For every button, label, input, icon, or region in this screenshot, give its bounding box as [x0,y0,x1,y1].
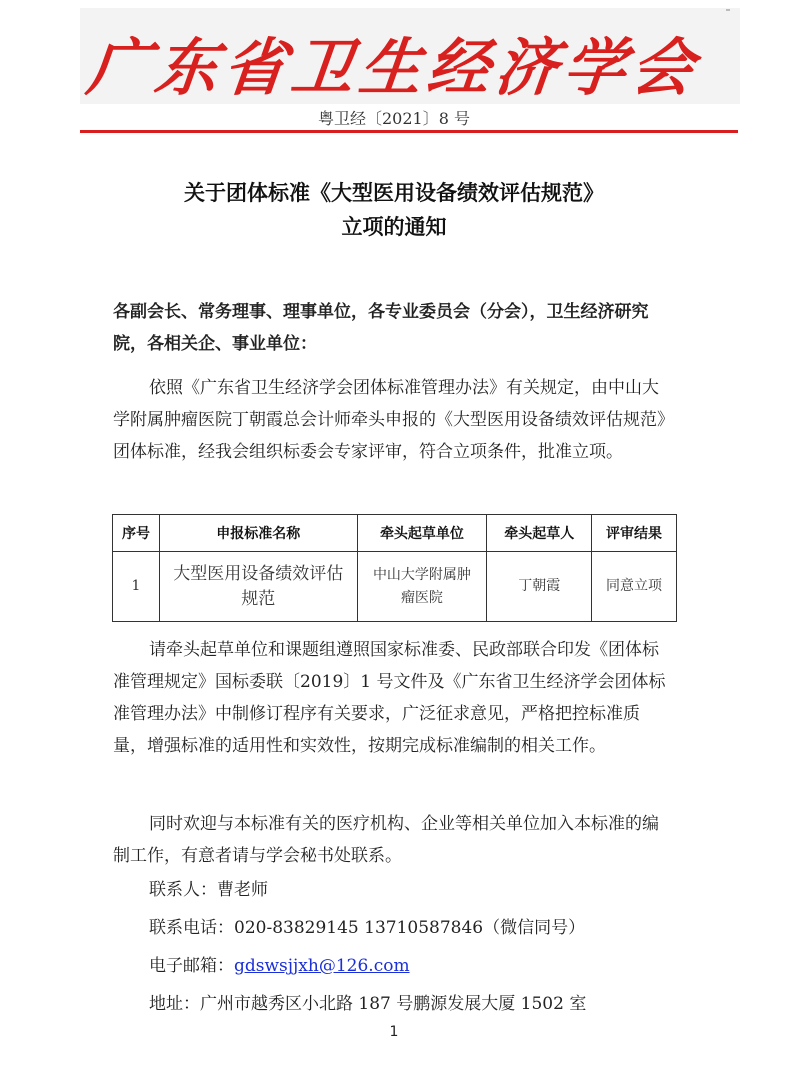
addressee-paragraph: 各副会长、常务理事、理事单位，各专业委员会（分会），卫生经济研究院，各相关企、事业单位： [113,302,649,354]
page-number: 1 [389,1024,399,1040]
notice-title [0,176,788,244]
masthead-title: 广东省卫生经济学会 [83,31,704,104]
cell-lead-unit: 中山大学附属肿瘤医院 [357,552,487,622]
basis-paragraph: 依照《广东省卫生经济学会团体标准管理办法》有关规定，由中山大学附属肿瘤医院丁朝霞总会计师牵头申报的《大型医用设备绩效评估规范》团体标准，经我会组织标委会专家评审，符合立项条件，批准立项。 [113,378,666,462]
cell-standard-name: 大型医用设备绩效评估规范 [159,552,357,622]
red-divider-line [80,130,738,133]
contact-address: 地址：广州市越秀区小北路 187 号鹏源发展大厦 1502 室 [149,994,587,1014]
email-label: 电子邮箱： [149,956,234,976]
title-line-2: 立项的通知 [341,215,447,239]
email-link[interactable]: gdswsjjxh@126.com [234,956,410,976]
cell-index: 1 [113,552,160,622]
header-review-result: 评审结果 [592,515,677,552]
cell-lead-drafter: 丁朝霞 [487,552,592,622]
title-line-1: 关于团体标准《大型医用设备绩效评估规范》 [184,181,604,205]
header-lead-unit: 牵头起草单位 [357,515,487,552]
table-header-row [113,515,677,552]
header-index: 序号 [113,515,160,552]
cell-review-result: 同意立项 [592,552,677,622]
contact-email-line [149,952,410,980]
document-number: 粤卫经〔2021〕8 号 [318,109,470,128]
request-paragraph: 请牵头起草单位和课题组遵照国家标准委、民政部联合印发《团体标准管理规定》国标委联〔2019〕1 号文件及《广东省卫生经济学会团体标准管理办法》中制修订程序有关要求，广泛征求意见，严格把控标准质量，增强标准的适用性和实效性，按期完成标准编制的相关工作。 [113,640,666,756]
contact-person: 联系人：曹老师 [149,880,268,900]
table-row [113,552,677,622]
header-lead-drafter: 牵头起草人 [487,515,592,552]
scan-mark [726,9,730,11]
welcome-paragraph: 同时欢迎与本标准有关的医疗机构、企业等相关单位加入本标准的编制工作，有意者请与学会秘书处联系。 [113,814,659,866]
contact-phone: 联系电话：020-83829145 13710587846（微信同号） [149,918,586,938]
standards-table [112,514,677,622]
header-standard-name: 申报标准名称 [159,515,357,552]
